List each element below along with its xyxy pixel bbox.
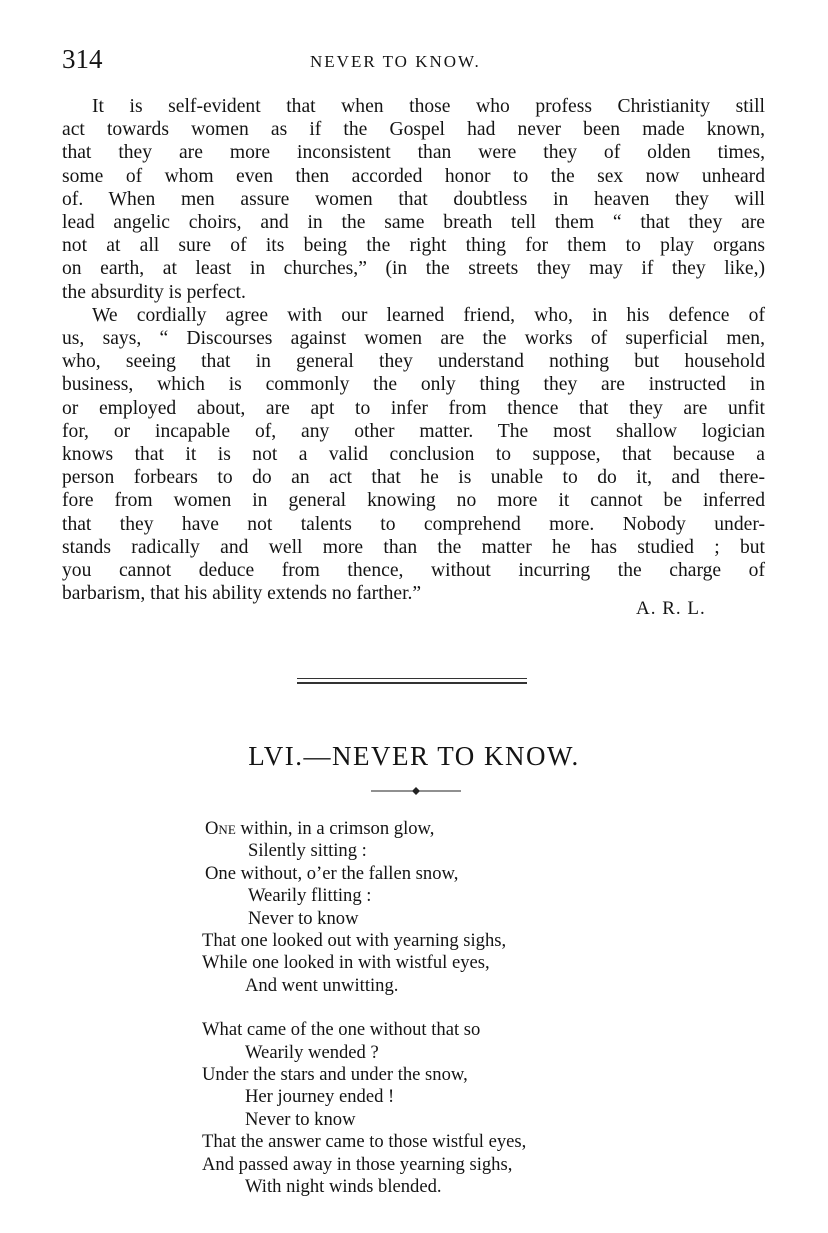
section-divider-thin — [297, 678, 527, 679]
poem-line: Wearily wended ? — [245, 1041, 379, 1063]
running-title: NEVER TO KNOW. — [310, 52, 481, 71]
poem-first-word: One — [205, 818, 236, 839]
prose-line: us, says, “ Discourses against women are the works of superficial men, — [62, 328, 765, 350]
prose-line: or employed about, are apt to infer from thence that they are unfit — [62, 397, 765, 419]
poem-line: With night winds blended. — [245, 1176, 442, 1198]
section-divider-thick — [297, 682, 527, 684]
prose-line: act towards women as if the Gospel had never been made known, — [62, 119, 765, 141]
prose-line: barbarism, that his ability extends no farther.” — [62, 583, 422, 605]
prose-line: who, seeing that in general they understand nothing but household — [62, 351, 765, 373]
prose-line: some of whom even then accorded honor to the sex now unheard — [62, 165, 765, 187]
poem-line — [0, 818, 828, 840]
prose-line: knows that it is not a valid conclusion to suppose, that because a — [62, 444, 765, 466]
poem-line: That the answer came to those wistful eyes, — [202, 1131, 527, 1153]
prose-line: you cannot deduce from thence, without incurring the charge of — [62, 560, 765, 582]
poem — [0, 818, 828, 1221]
poem-stanza — [0, 1019, 828, 1198]
prose-line: It is self-evident that when those who profess Christianity still — [92, 96, 765, 117]
poem-line: One without, o’er the fallen snow, — [205, 862, 459, 884]
prose-line: on earth, at least in churches,” (in the streets they may if they like,) — [62, 258, 765, 280]
poem-line: And passed away in those yearning sighs, — [202, 1153, 513, 1175]
author-signature: A. R. L. — [636, 598, 706, 619]
poem-line: Wearily flitting : — [248, 885, 372, 907]
poem-line: What came of the one without that so — [202, 1019, 481, 1041]
prose-line: not at all sure of its being the right thing for them to play organs — [62, 235, 765, 257]
prose-line: lead angelic choirs, and in the same breath tell them “ that they are — [62, 212, 765, 234]
poem-line: Her journey ended ! — [245, 1086, 395, 1108]
prose-line: We cordially agree with our learned friend, who, in his defence of — [92, 304, 765, 326]
poem-line: Never to know — [245, 1108, 356, 1130]
poem-stanza — [0, 818, 828, 997]
page-number: 314 — [62, 44, 103, 74]
prose-line: of. When men assure women that doubtless in heaven they will — [62, 188, 765, 210]
poem-line: Silently sitting : — [248, 840, 367, 862]
prose-line: business, which is commonly the only thing they are instructed in — [62, 374, 765, 396]
prose-line: person forbears to do an act that he is unable to do it, and there- — [62, 467, 765, 489]
prose-line: stands radically and well more than the matter he has studied ; but — [62, 536, 765, 558]
poem-line-text: within, in a crimson glow, — [235, 818, 435, 839]
prose-line: for, or incapable of, any other matter. The most shallow logician — [62, 420, 765, 442]
poem-line: Never to know — [248, 907, 359, 929]
poem-line: That one looked out with yearning sighs, — [202, 930, 507, 952]
section-heading: LVI.—NEVER TO KNOW. — [248, 741, 580, 771]
prose-line: the absurdity is perfect. — [62, 281, 246, 303]
prose-line: that they have not talents to comprehend more. Nobody under- — [62, 513, 765, 535]
running-head — [62, 44, 768, 78]
poem-line: And went unwitting. — [245, 974, 399, 996]
poem-line: Under the stars and under the snow, — [202, 1064, 468, 1086]
essay-body — [62, 95, 765, 605]
poem-line: While one looked in with wistful eyes, — [202, 952, 490, 974]
prose-line: that they are more inconsistent than were they of olden times, — [62, 142, 765, 164]
ornament-rule-icon — [371, 786, 461, 796]
prose-line: fore from women in general knowing no more it cannot be inferred — [62, 490, 765, 512]
